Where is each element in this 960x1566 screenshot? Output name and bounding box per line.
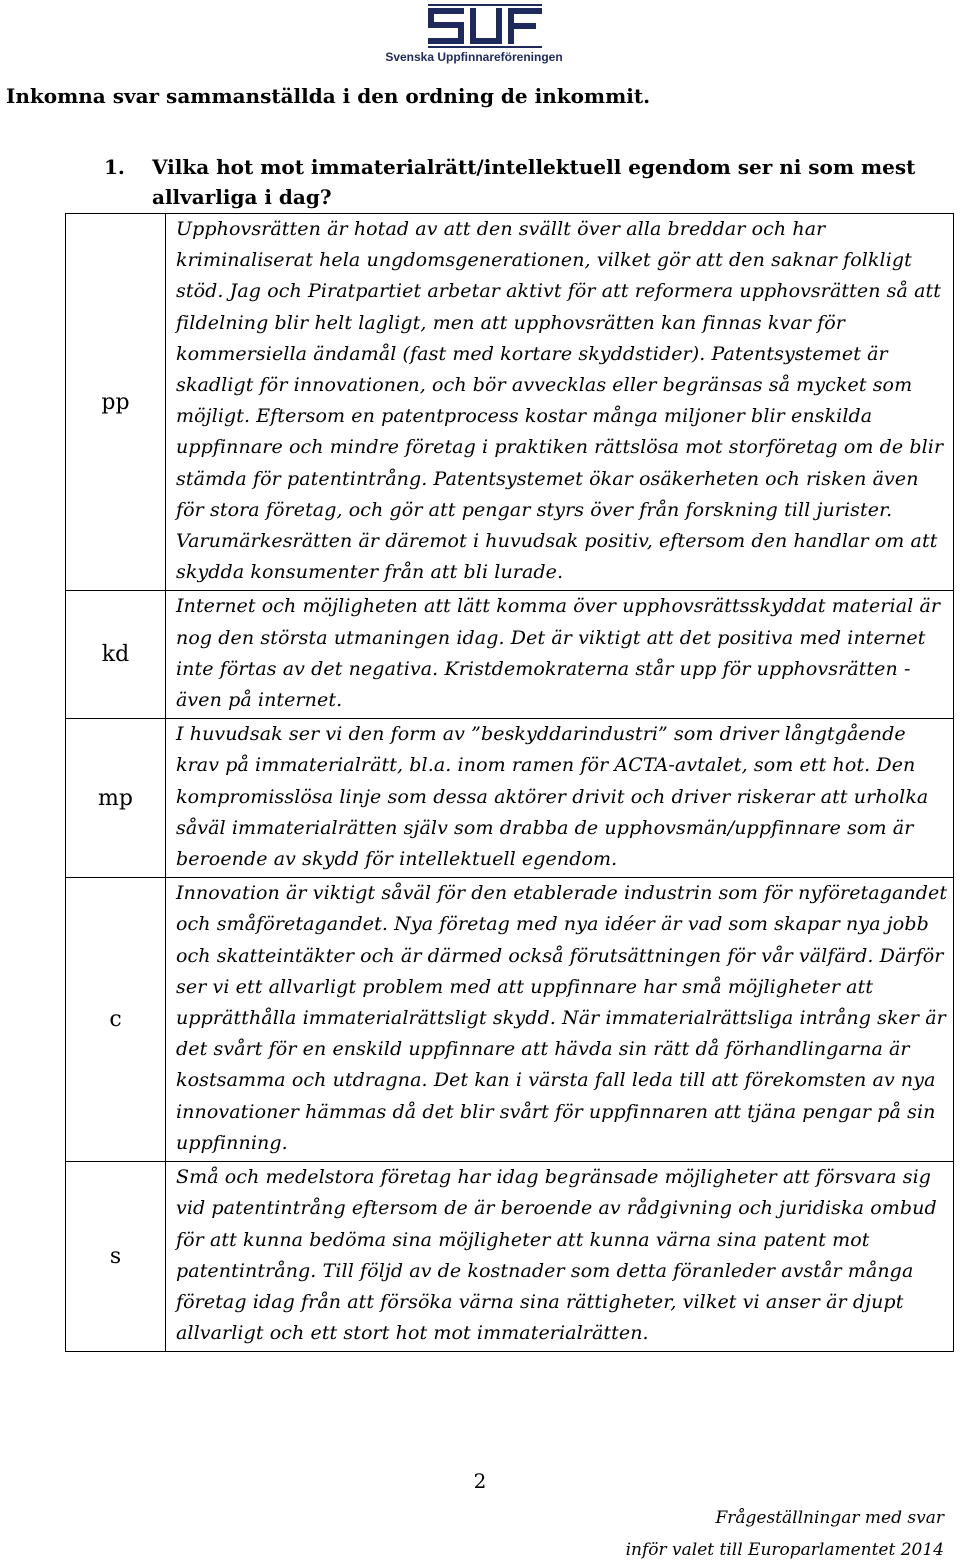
- logo-caption: Svenska Uppfinnareföreningen: [385, 50, 563, 64]
- table-row: [66, 591, 954, 719]
- footer-line-2: inför valet till Europarlamentet 2014: [625, 1540, 944, 1560]
- party-label: pp: [66, 214, 166, 591]
- party-label: c: [66, 878, 166, 1162]
- answer-text: I huvudsak ser vi den form av ”beskyddarindustri” som driver långtgående krav på immaterialrätt, bl.a. inom ramen för ACTA-avtalet, som ett hot. Den kompromisslösa linje som dessa aktörer drivit och driver riskerar att urholka såväl immaterialrätten själv som drabba de upphovsmän/uppfinnare som är beroende av skydd för intellektuell egendom.: [166, 719, 954, 878]
- answers-table: [65, 213, 954, 1352]
- question: [104, 152, 952, 212]
- answer-text: Små och medelstora företag har idag begränsade möjligheter att försvara sig vid patentintrång eftersom de är beroende av rådgivning och juridiska ombud för att kunna bedöma sina möjligheter att kunna värna sina patent mot patentintrång. Till följd av de kostnader som detta föranleder avstår många företag idag från att försöka värna sina rättigheter, vilket vi anser är djupt allvarligt och ett stort hot mot immaterialrätten.: [166, 1162, 954, 1352]
- suf-logo: [384, 4, 564, 66]
- table-row: [66, 719, 954, 878]
- question-number: 1.: [104, 155, 125, 179]
- footer: [626, 1502, 944, 1566]
- suf-logo-mark: [384, 4, 564, 50]
- question-text: Vilka hot mot immaterialrätt/intellektuell egendom ser ni som mest allvarliga i dag?: [152, 155, 916, 209]
- footer-line-1: Frågeställningar med svar: [715, 1508, 944, 1528]
- table-row: [66, 1162, 954, 1352]
- party-label: mp: [66, 719, 166, 878]
- answer-text: Internet och möjligheten att lätt komma över upphovsrättsskyddat material är nog den största utmaningen idag. Det är viktigt att det positiva med internet inte förtas av det negativa. Kristdemokraterna står upp för upphovsrätten - även på internet.: [166, 591, 954, 719]
- table-row: [66, 878, 954, 1162]
- page-heading: Inkomna svar sammanställda i den ordning de inkommit.: [6, 84, 651, 108]
- answer-text: Upphovsrätten är hotad av att den svällt över alla breddar och har kriminaliserat hela ungdomsgenerationen, vilket gör att den saknar folkligt stöd. Jag och Piratpartiet arbetar aktivt för att reformera upphovsrätten så att fildelning blir helt lagligt, men att upphovsrätten kan finnas kvar för kommersiella ändamål (fast med kortare skyddstider). Patentsystemet är skadligt för innovationen, och bör avvecklas eller begränsas så mycket som möjligt. Eftersom en patentprocess kostar många miljoner blir enskilda uppfinnare och mindre företag i praktiken rättslösa mot storföretag om de blir stämda för patentintrång. Patentsystemet ökar osäkerheten och risken även för stora företag, och gör att pengar styrs över från forskning till jurister. Varumärkesrätten är däremot i huvudsak positiv, eftersom den handlar om att skydda konsumenter från att bli lurade.: [166, 214, 954, 591]
- party-label: kd: [66, 591, 166, 719]
- table-row: [66, 214, 954, 591]
- party-label: s: [66, 1162, 166, 1352]
- answer-text: Innovation är viktigt såväl för den etablerade industrin som för nyföretagandet och småföretagandet. Nya företag med nya idéer är vad som skapar nya jobb och skatteintäkter och är därmed också förutsättningen för vår välfärd. Därför ser vi ett allvarligt problem med att uppfinnare har små möjligheter att upprätthålla immaterialrättsligt skydd. När immaterialrättsliga intrång sker är det svårt för en enskild uppfinnare att hävda sin rätt då förhandlingarna är kostsamma och utdragna. Det kan i värsta fall leda till att förekomsten av nya innovationer hämmas då det blir svårt för uppfinnaren att tjäna pengar på sin uppfinning.: [166, 878, 954, 1162]
- page-number: 2: [473, 1469, 487, 1493]
